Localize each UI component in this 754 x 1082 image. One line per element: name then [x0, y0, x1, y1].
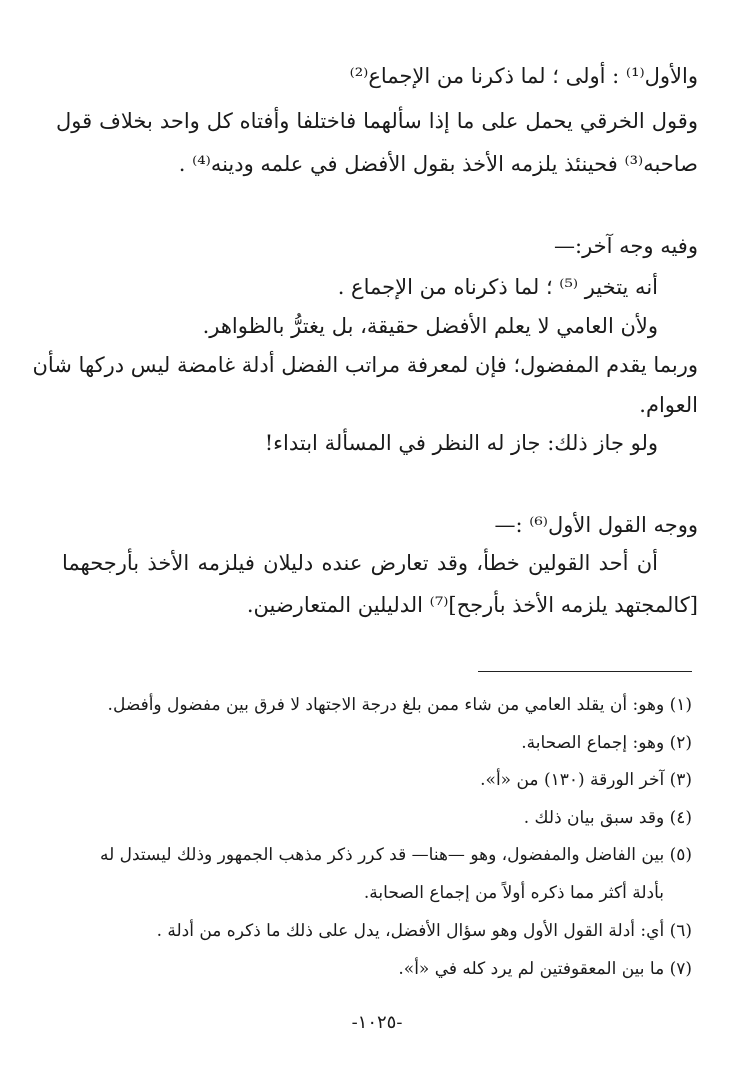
paragraph-argument-line2: [كالمجتهد يلزمه الأخذ بأرجح]⁽⁷⁾ الدليلين المتعارضين.	[246, 593, 698, 617]
footnote-7: (٧) ما بين المعقوفتين لم يرد كله في «أ».	[398, 959, 692, 979]
paragraph-khiraqi-line2: صاحبه⁽³⁾ فحينئذ يلزمه الأخذ بقول الأفضل في علمه ودينه⁽⁴⁾ .	[178, 152, 698, 176]
heading-first-view: ووجه القول الأول⁽⁶⁾ :—	[494, 513, 698, 537]
paragraph-first-opinion: والأول⁽¹⁾ : أولى ؛ لما ذكرنا من الإجماع⁽²⁾	[349, 64, 698, 88]
page-number: -١٠٢٥-	[351, 1012, 403, 1033]
footnote-3: (٣) آخر الورقة (١٣٠) من «أ».	[480, 770, 692, 790]
paragraph-permit: ولو جاز ذلك: جاز له النظر في المسألة ابتداء!	[264, 431, 658, 455]
footnote-5-line1: (٥) بين الفاضل والمفضول، وهو —هنا— قد كرر ذكر مذهب الجمهور وذلك ليستدل له	[99, 845, 692, 865]
paragraph-ranks-line1: وربما يقدم المفضول؛ فإن لمعرفة مراتب الفضل أدلة غامضة ليس دركها شأن	[32, 353, 698, 377]
footnote-4: (٤) وقد سبق بيان ذلك .	[523, 808, 692, 828]
paragraph-layman: ولأن العامي لا يعلم الأفضل حقيقة، بل يغترُّ بالظواهر.	[202, 314, 658, 338]
footnote-6: (٦) أي: أدلة القول الأول وهو سؤال الأفضل، يدل على ذلك ما ذكره من أدلة .	[156, 921, 692, 941]
paragraph-ranks-line2: العوام.	[639, 393, 698, 417]
paragraph-khiraqi-line1: وقول الخرقي يحمل على ما إذا سألهما فاختلفا وأفتاه كل واحد بخلاف قول	[56, 109, 698, 133]
footnote-2: (٢) وهو: إجماع الصحابة.	[521, 733, 692, 753]
footnote-separator	[478, 671, 692, 672]
paragraph-argument-line1: أن أحد القولين خطأ، وقد تعارض عنده دليلان فيلزمه الأخذ بأرجحهما	[62, 551, 658, 575]
footnote-1: (١) وهو: أن يقلد العامي من شاء ممن بلغ درجة الاجتهاد لا فرق بين مفضول وأفضل.	[107, 695, 692, 715]
paragraph-choose: أنه يتخير ⁽⁵⁾ ؛ لما ذكرناه من الإجماع .	[337, 275, 658, 299]
heading-other-aspect: وفيه وجه آخر:—	[554, 234, 698, 258]
footnote-5-line2: بأدلة أكثر مما ذكره أولاً من إجماع الصحابة.	[363, 883, 664, 903]
